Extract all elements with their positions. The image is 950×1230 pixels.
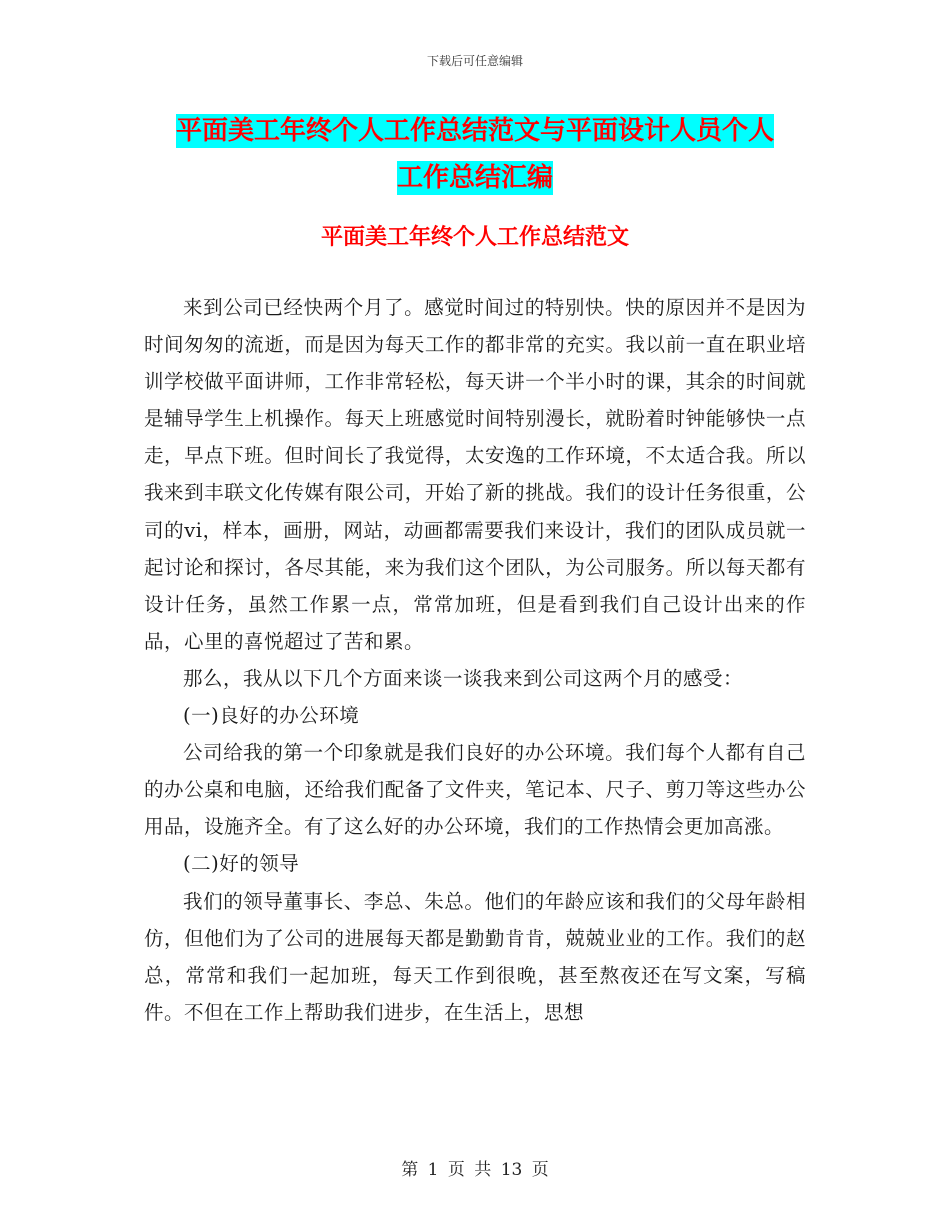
page-footer: 第 1 页 共 13 页 — [401, 1160, 549, 1180]
paragraph: 来到公司已经快两个月了。感觉时间过的特别快。快的原因并不是因为时间匆匆的流逝，而是因为每天工作的都非常的充实。我以前一直在职业培训学校做平面讲师，工作非常轻松，每天讲一个半小时的课，其余的时间就是辅导学生上机操作。每天上班感觉时间特别漫长，就盼着时钟能够快一点走，早点下班。但时间长了我觉得，太安逸的工作环境，不太适合我。所以我来到丰联文化传媒有限公司，开始了新的挑战。我们的设计任务很重，公司的vi，样本，画册，网站，动画都需要我们来设计，我们的团队成员就一起讨论和探讨，各尽其能，来为我们这个团队，为公司服务。所以每天都有设计任务，虽然工作累一点，常常加班，但是看到我们自己设计出来的作品，心里的喜悦超过了苦和累。 — [144, 296, 806, 653]
document-title-line-2: 工作总结汇编 — [396, 163, 553, 193]
section-title: 平面美工年终个人工作总结范文 — [320, 225, 629, 250]
subheading: (二)好的领导 — [183, 852, 300, 876]
paragraph: 我们的领导董事长、李总、朱总。他们的年龄应该和我们的父母年龄相仿，但他们为了公司的进展每天都是勤勤肯肯，兢兢业业的工作。我们的赵总，常常和我们一起加班，每天工作到很晚，甚至熬夜还在写文案，写稿件。不但在工作上帮助我们进步，在生活上，思想 — [144, 889, 806, 1024]
document-title — [140, 108, 810, 202]
body-text — [144, 289, 806, 1031]
paragraph: 公司给我的第一个印象就是我们良好的办公环境。我们每个人都有自己的办公桌和电脑，还给我们配备了文件夹，笔记本、尺子、剪刀等这些办公用品，设施齐全。有了这么好的办公环境，我们的工作热情会更加高涨。 — [144, 741, 806, 839]
header-note: 下载后可任意编辑 — [426, 54, 523, 68]
paragraph: 那么，我从以下几个方面来谈一谈我来到公司这两个月的感受： — [183, 666, 744, 690]
subheading: (一)良好的办公环境 — [183, 704, 360, 728]
document-title-line-1: 平面美工年终个人工作总结范文与平面设计人员个人 — [175, 116, 774, 146]
